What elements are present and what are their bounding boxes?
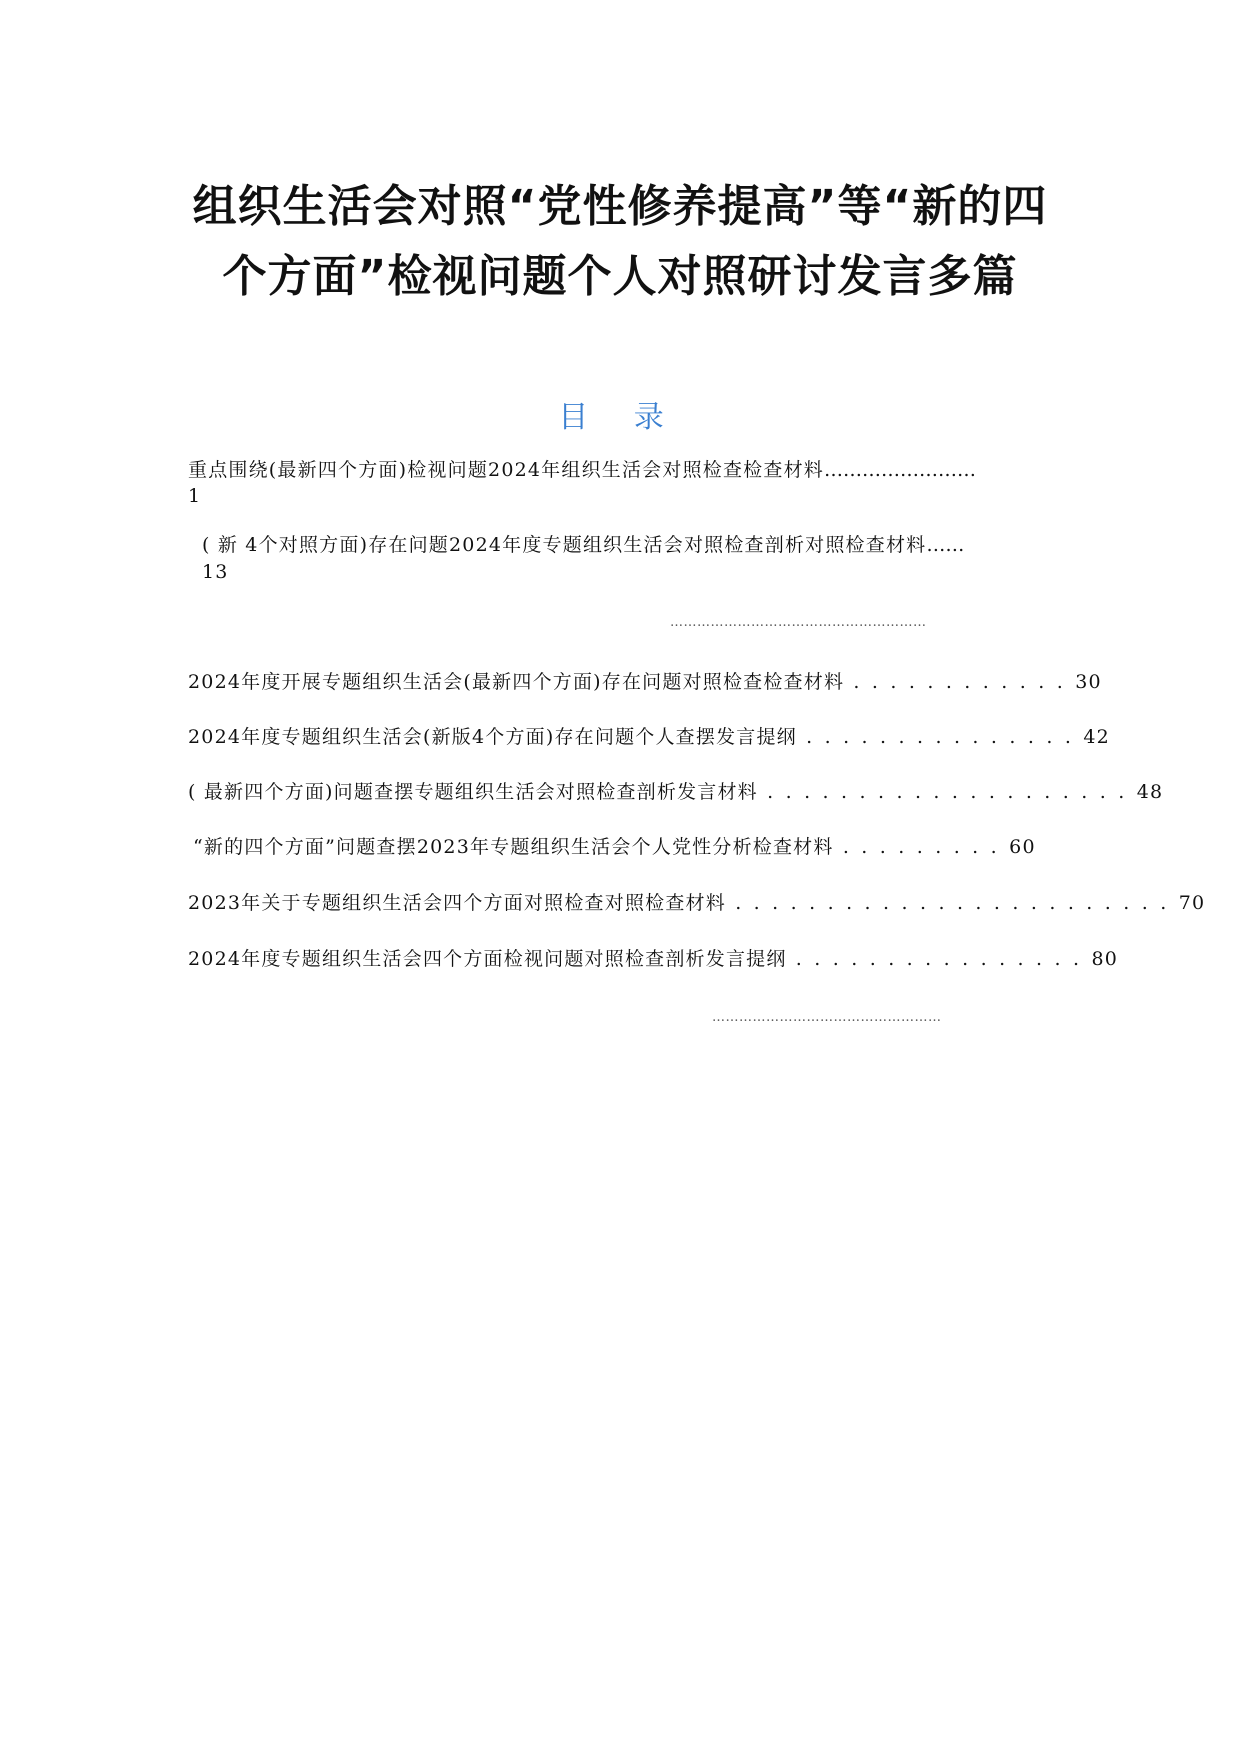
toc-entry[interactable]	[202, 532, 1072, 586]
toc-entry-page: 48	[1136, 781, 1164, 803]
toc-entry-text: 2024年度专题组织生活会四个方面检视问题对照检查剖析发言提纲	[188, 948, 787, 970]
toc-entry-text: ( 最新四个方面)问题查摆专题组织生活会对照检查剖析发言材料	[188, 781, 758, 803]
toc-entry[interactable]	[188, 667, 1102, 694]
toc-entry-text: 2023年关于专题组织生活会四个方面对照检查对照检查材料	[188, 892, 726, 914]
toc-entry-dots: . . . . . . . . .	[833, 836, 1010, 858]
toc-entry-page: 42	[1083, 726, 1110, 748]
toc-entry-text: 2024年度专题组织生活会(新版4个方面)存在问题个人查摆发言提纲	[188, 726, 797, 748]
toc-entry-page: 70	[1178, 892, 1206, 914]
toc-entry-dots: . . . . . . . . . . . . . . . . . . . . . . . .	[725, 892, 1179, 914]
toc-entry[interactable]	[188, 888, 1205, 915]
toc-entry[interactable]	[188, 944, 1118, 971]
toc-trailing-dots: ……………………………………………	[712, 1010, 942, 1025]
toc-entry-page: 60	[1009, 836, 1036, 858]
toc-entry-dots: . . . . . . . . . . . . . . .	[796, 726, 1084, 748]
toc-entry[interactable]	[188, 777, 1163, 804]
toc-entry-dots: ……	[926, 534, 965, 556]
toc-entry[interactable]	[193, 832, 1036, 859]
toc-trailing-dots: …………………………………………………	[670, 615, 927, 630]
document-title	[150, 172, 1090, 312]
toc-heading: 目 录	[558, 400, 682, 435]
toc-entry-page: 13	[202, 561, 229, 583]
toc-entry-text: ( 新 4个对照方面)存在问题2024年度专题组织生活会对照检查剖析对照检查材料	[202, 534, 927, 556]
title-line-2: 个方面”检视问题个人对照研讨发言多篇	[222, 251, 1018, 302]
toc-entry-dots: . . . . . . . . . . . . . . . .	[786, 948, 1092, 970]
toc-entry-text: “新的四个方面”问题查摆2023年专题组织生活会个人党性分析检查材料	[193, 836, 834, 858]
toc-entry-page: 1	[188, 485, 202, 507]
toc-entry-dots: ……………………	[823, 459, 976, 481]
toc-entry[interactable]	[188, 722, 1110, 749]
toc-entry-text: 重点围绕(最新四个方面)检视问题2024年组织生活会对照检查检查材料	[188, 459, 824, 481]
toc-entry-dots: . . . . . . . . . . . .	[844, 671, 1076, 693]
toc-entry[interactable]	[188, 457, 1058, 509]
toc-entry-page: 30	[1075, 671, 1102, 693]
toc-entry-page: 80	[1091, 948, 1119, 970]
toc-entry-dots: . . . . . . . . . . . . . . . . . . . .	[757, 781, 1137, 803]
title-line-1: 组织生活会对照“党性修养提高”等“新的四	[192, 181, 1048, 232]
toc-entry-text: 2024年度开展专题组织生活会(最新四个方面)存在问题对照检查检查材料	[188, 671, 845, 693]
